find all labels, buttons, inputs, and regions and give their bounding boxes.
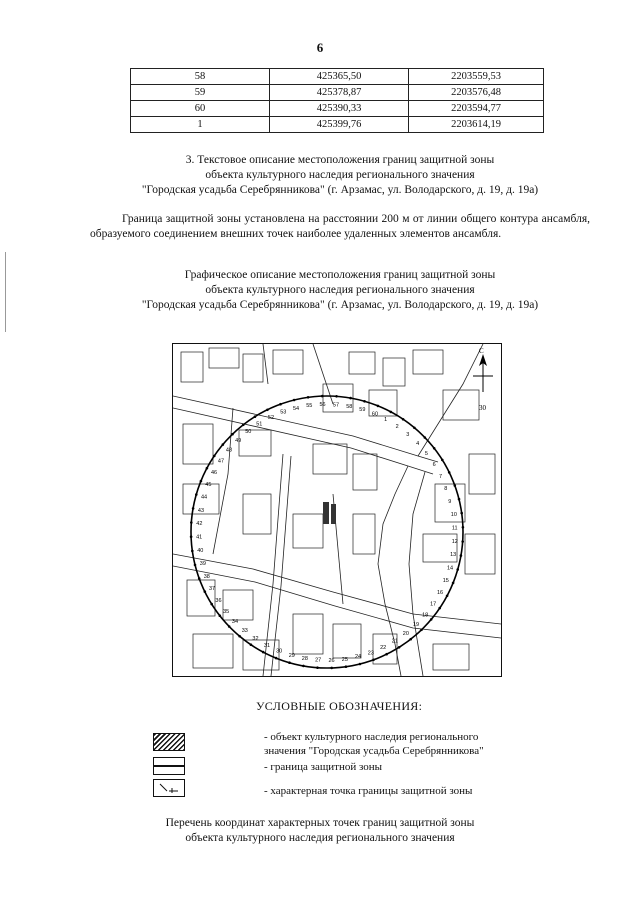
zone-point-label: 35 [223, 608, 230, 615]
zone-point [198, 577, 201, 580]
zone-point-label: 47 [217, 458, 225, 465]
zone-point-label: 43 [197, 507, 205, 514]
zone-point-label: 55 [306, 403, 313, 410]
legend-heritage-swatch [153, 733, 185, 751]
table-row [131, 69, 544, 85]
legend-item2: - граница защитной зоны [264, 761, 383, 773]
zone-point [359, 663, 362, 666]
zone-point [275, 657, 278, 660]
zone-point-label: 24 [355, 654, 362, 661]
zone-point [213, 455, 216, 458]
table-cell: 1 [131, 117, 270, 133]
zone-point [363, 400, 366, 403]
zone-point [413, 427, 416, 430]
zone-point [452, 582, 455, 585]
zone-point [420, 629, 423, 632]
zone-point-label: 58 [346, 403, 353, 410]
legend-boundary-swatch [153, 757, 185, 775]
table-row [131, 85, 544, 101]
zone-point-label: 30 [276, 648, 283, 655]
compass [473, 347, 493, 392]
zone-boundary [191, 396, 463, 668]
zone-point [438, 607, 441, 610]
zone-point-label: 37 [209, 586, 216, 593]
zone-point [206, 467, 209, 470]
zone-point [448, 471, 451, 474]
zone-point [228, 625, 231, 628]
zone-point [192, 507, 195, 510]
table-cell: 425365,50 [270, 69, 409, 85]
zone-point-label: 50 [245, 429, 252, 436]
zone-point [458, 498, 461, 501]
zone-point [349, 397, 352, 400]
zone-point-label: 7 [439, 473, 443, 480]
zone-point-label: 12 [451, 538, 458, 545]
section3-heading-line2: объекта культурного наследия регионального значения [205, 169, 475, 181]
zone-point-label: 16 [437, 590, 444, 597]
zone-point-label: 41 [196, 534, 203, 541]
table-cell: 425378,87 [270, 85, 409, 101]
zone-point-label: 52 [267, 415, 275, 421]
zone-point [262, 651, 265, 654]
zone-point [424, 436, 427, 439]
footer-heading-line2: объекта культурного наследия регионального значения [185, 832, 455, 844]
legend-item1-line2: значения "Городская усадьба Серебрянникова" [264, 745, 484, 757]
table-cell: 58 [131, 69, 270, 85]
zone-point-label: 59 [359, 407, 366, 413]
table-row [131, 101, 544, 117]
zone-point [454, 484, 457, 487]
graphic-heading-line2: объекта культурного наследия регионального значения [205, 284, 475, 296]
footer-heading-line1: Перечень координат характерных точек границ защитной зоны [165, 817, 475, 829]
zone-point-label: 48 [225, 447, 233, 454]
zone-point [194, 564, 197, 567]
zone-point [456, 568, 459, 571]
protection-zone-map [172, 343, 502, 677]
table-cell: 425390,33 [270, 101, 409, 117]
zone-point [316, 666, 319, 669]
zone-point [335, 395, 338, 398]
zone-point [461, 540, 464, 543]
table-cell: 425399,76 [270, 117, 409, 133]
zone-point [250, 643, 253, 646]
zone-point-label: 21 [391, 638, 398, 645]
table-row [131, 117, 544, 133]
zone-point [279, 403, 282, 406]
table-cell: 2203559,53 [409, 69, 544, 85]
zone-point-label: 40 [197, 547, 204, 554]
zone-point [219, 614, 222, 617]
zone-point [238, 635, 241, 638]
table-cell: 2203614,19 [409, 117, 544, 133]
zone-point-label: 4 [416, 441, 420, 448]
zone-point [288, 661, 291, 664]
zone-point [377, 405, 380, 408]
table-cell: 59 [131, 85, 270, 101]
zone-point-label: 20 [402, 630, 409, 637]
zone-point-label: 19 [412, 622, 420, 629]
zone-point [302, 665, 305, 668]
zone-point-label: 39 [199, 561, 206, 567]
heritage-object [323, 502, 336, 524]
zone-point [204, 590, 207, 593]
zone-point [385, 653, 388, 656]
zone-point-label: 28 [301, 656, 308, 663]
building-label: 30 [479, 404, 486, 412]
zone-point-label: 27 [315, 657, 322, 664]
zone-point [210, 603, 213, 606]
zone-point [462, 526, 465, 529]
legend-point-swatch [153, 779, 185, 797]
zone-point [345, 665, 348, 668]
zone-point-label: 45 [205, 482, 212, 489]
section3-heading-line1: 3. Текстовое описание местоположения границ защитной зоны [185, 154, 495, 166]
zone-point-label: 42 [196, 521, 203, 528]
zone-point-label: 2 [395, 423, 399, 430]
zone-point-label: 51 [256, 421, 263, 428]
page-number: 6 [316, 40, 324, 55]
zone-point [330, 667, 333, 670]
zone-point-label: 44 [201, 494, 208, 501]
zone-point-label: 8 [444, 486, 448, 493]
zone-point [190, 535, 193, 538]
zone-point [430, 618, 433, 621]
zone-point-label: 1 [384, 417, 388, 423]
zone-point-label: 31 [263, 643, 271, 649]
zone-point-label: 13 [450, 552, 457, 559]
graphic-heading-line1: Графическое описание местоположения границ защитной зоны [184, 269, 496, 281]
zone-point [372, 659, 375, 662]
zone-point-label: 38 [203, 573, 210, 580]
zone-point [321, 395, 324, 398]
legend-item1-line1: - объект культурного наследия регионального [264, 731, 479, 743]
zone-point [195, 493, 198, 496]
point-marker-icon [154, 780, 184, 796]
legend-title: УСЛОВНЫЕ ОБОЗНАЧЕНИЯ: [256, 699, 423, 713]
zone-point [409, 638, 412, 641]
zone-point-label: 18 [422, 612, 429, 619]
zone-point-label: 17 [430, 601, 437, 608]
zone-point-label: 23 [367, 650, 374, 657]
graphic-heading-line3: "Городская усадьба Серебрянникова" (г. Арзамас, ул. Володарского, д. 19, д. 19а) [141, 299, 539, 311]
zone-point-label: 54 [293, 405, 300, 412]
zone-point [460, 512, 463, 515]
zone-point [441, 459, 444, 462]
table-cell: 2203576,48 [409, 85, 544, 101]
zone-point-label: 14 [447, 565, 454, 572]
zone-point-label: 57 [332, 402, 340, 409]
zone-point-label: 3 [406, 431, 410, 438]
table-cell: 60 [131, 101, 270, 117]
table-cell: 2203594,77 [409, 101, 544, 117]
zone-point [390, 411, 393, 414]
zone-point-label: 56 [319, 402, 326, 409]
zone-point-label: 5 [424, 451, 428, 458]
zone-point [231, 433, 234, 436]
zone-point-label: 6 [432, 462, 436, 469]
zone-point [222, 443, 225, 446]
zone-point [402, 418, 405, 421]
zone-point [293, 399, 296, 402]
zone-point-label: 53 [280, 409, 287, 416]
zone-point-label: 33 [241, 628, 248, 635]
zone-point-label: 25 [341, 656, 348, 663]
coordinates-table [130, 68, 544, 133]
zone-point-label: 26 [328, 657, 335, 664]
section3-heading-line3: "Городская усадьба Серебрянникова" (г. Арзамас, ул. Володарского, д. 19, д. 19а) [141, 184, 539, 196]
legend-item3: - характерная точка границы защитной зоны [264, 785, 473, 797]
zone-point-label: 9 [448, 499, 452, 505]
zone-point [398, 646, 401, 649]
zone-point-label: 36 [215, 597, 222, 604]
map-drawing [173, 344, 501, 676]
zone-point-label: 49 [235, 437, 242, 444]
zone-point [266, 409, 269, 412]
boundary-paragraph: Граница защитной зоны установлена на расстоянии 200 м от линии общего контура ансамбля, образуемого соединением внешних точек наиболее удаленных элементов ансамбля. [90, 213, 590, 240]
zone-point [460, 554, 463, 557]
zone-point [433, 447, 436, 450]
compass-label: С [479, 347, 484, 355]
zone-point-label: 46 [211, 469, 218, 476]
zone-point-label: 15 [442, 577, 449, 584]
zone-point [191, 550, 194, 553]
zone-point [254, 415, 257, 418]
zone-point [242, 424, 245, 427]
zone-point-label: 22 [380, 645, 387, 651]
zone-point-label: 10 [450, 512, 457, 519]
zone-point-label: 32 [252, 636, 259, 643]
zone-point-label: 29 [288, 653, 295, 659]
zone-point-label: 11 [451, 525, 458, 532]
zone-point-label: 34 [231, 618, 239, 625]
zone-point [307, 396, 310, 399]
zone-point-label: 60 [371, 411, 379, 418]
zone-point [190, 521, 193, 524]
zone-point [200, 480, 203, 483]
map-streets [173, 344, 501, 676]
zone-point [446, 595, 449, 598]
